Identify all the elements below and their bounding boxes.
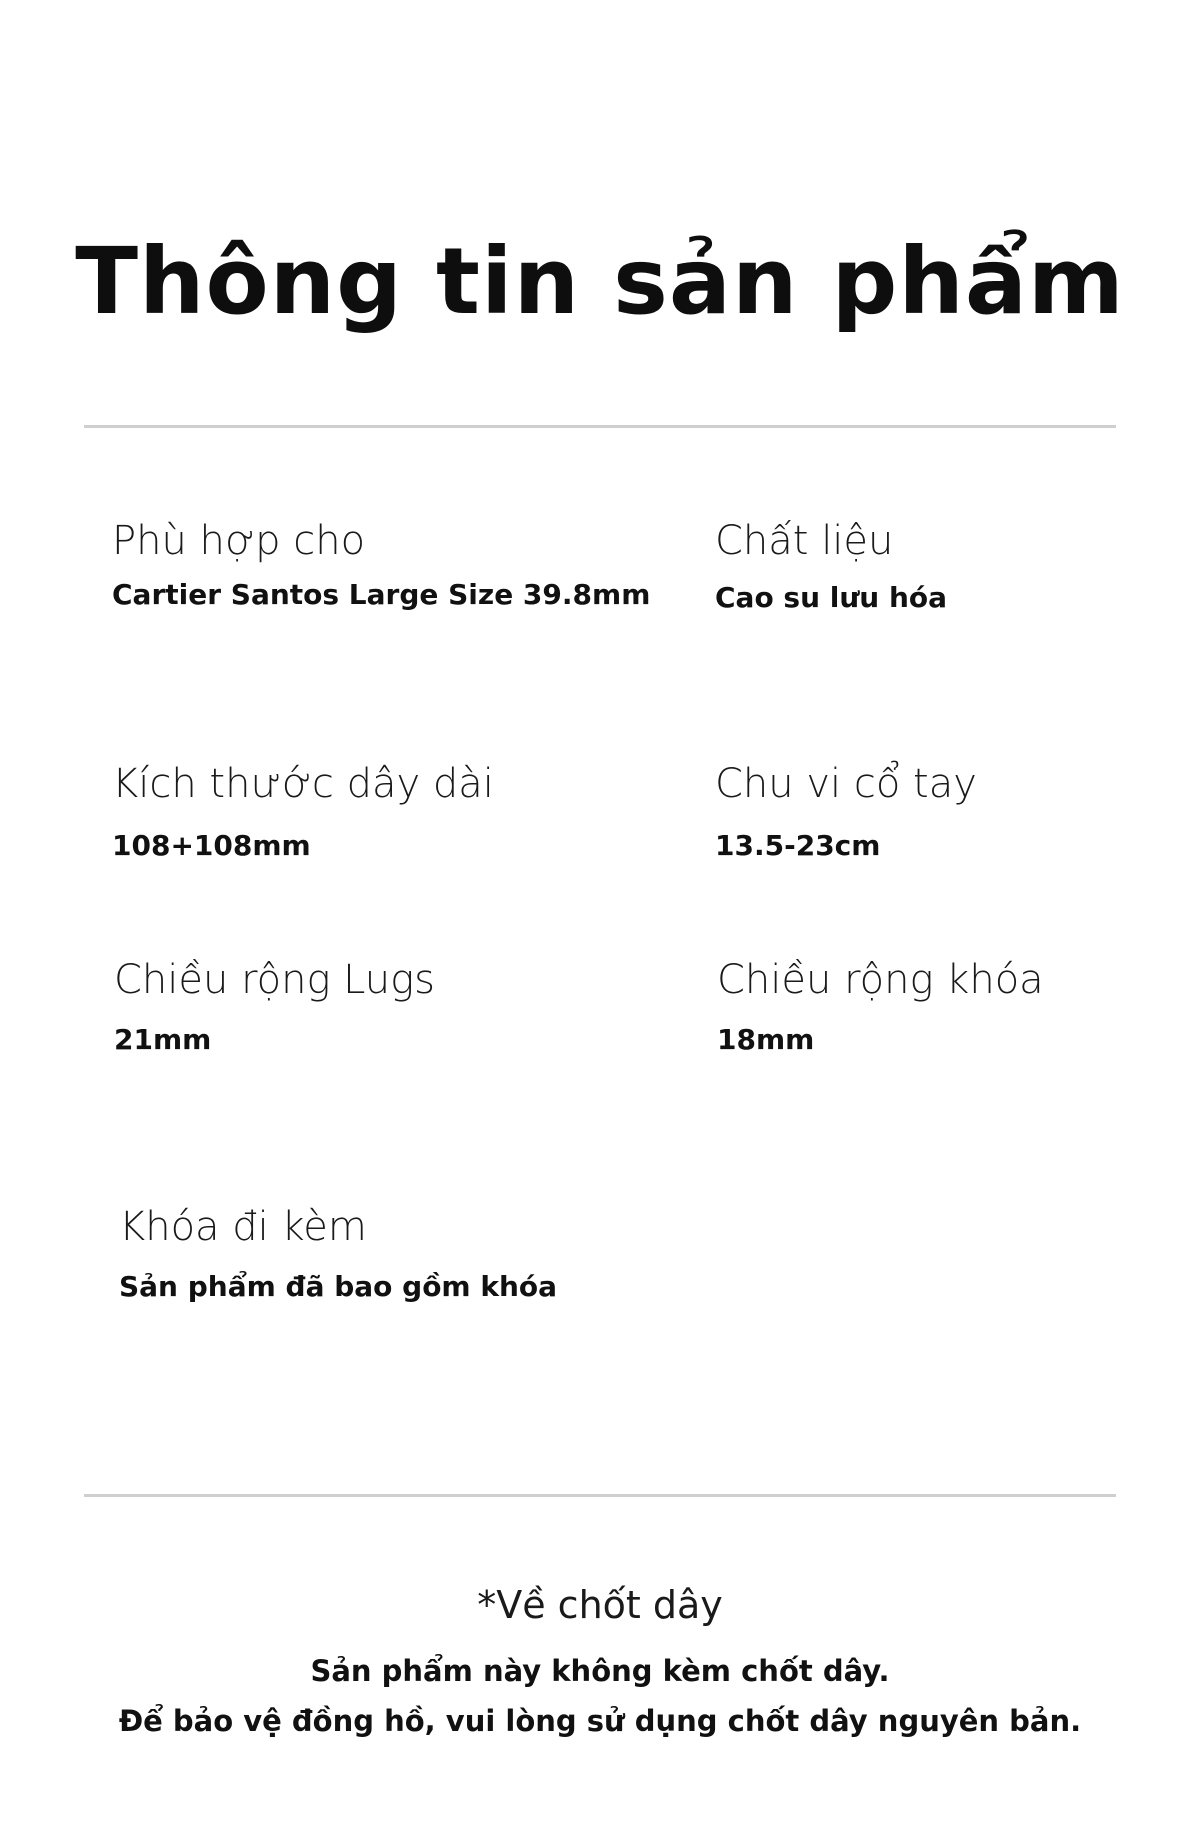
spec-value: 13.5-23cm: [715, 829, 881, 862]
bottom-divider: [84, 1494, 1116, 1497]
spec-label: Chu vi cổ tay: [715, 761, 977, 807]
spec-label: Chiều rộng Lugs: [114, 957, 435, 1003]
page-title: Thông tin sản phẩm: [75, 227, 1125, 335]
spec-value: 21mm: [114, 1023, 212, 1056]
spec-value: Cao su lưu hóa: [715, 581, 948, 614]
spec-label: Chiều rộng khóa: [717, 957, 1044, 1003]
spec-value: Sản phẩm đã bao gồm khóa: [119, 1270, 558, 1303]
spec-buckle-width: [717, 954, 1200, 1058]
spec-label: Kích thước dây dài: [112, 761, 494, 807]
note-line: Để bảo vệ đồng hồ, vui lòng sử dụng chốt dây nguyên bản.: [118, 1704, 1082, 1738]
note-line: Sản phẩm này không kèm chốt dây.: [310, 1654, 890, 1688]
spec-strap-length: [112, 758, 632, 864]
spring-bar-note: [0, 1580, 1200, 1746]
spec-value: Cartier Santos Large Size 39.8mm: [112, 578, 651, 611]
spec-material: [715, 515, 1200, 616]
spec-wrist-circumference: [715, 758, 1200, 864]
spec-buckle-included: [119, 1201, 639, 1305]
top-divider: [84, 425, 1116, 428]
spec-compatible-with: [112, 515, 651, 613]
spec-label: Khóa đi kèm: [119, 1204, 367, 1250]
spec-value: 18mm: [717, 1023, 815, 1056]
spec-value: 108+108mm: [112, 829, 311, 862]
note-label: *Về chốt dây: [477, 1583, 723, 1627]
spec-label: Chất liệu: [715, 518, 894, 564]
spec-label: Phù hợp cho: [112, 518, 366, 564]
spec-lug-width: [114, 954, 634, 1058]
